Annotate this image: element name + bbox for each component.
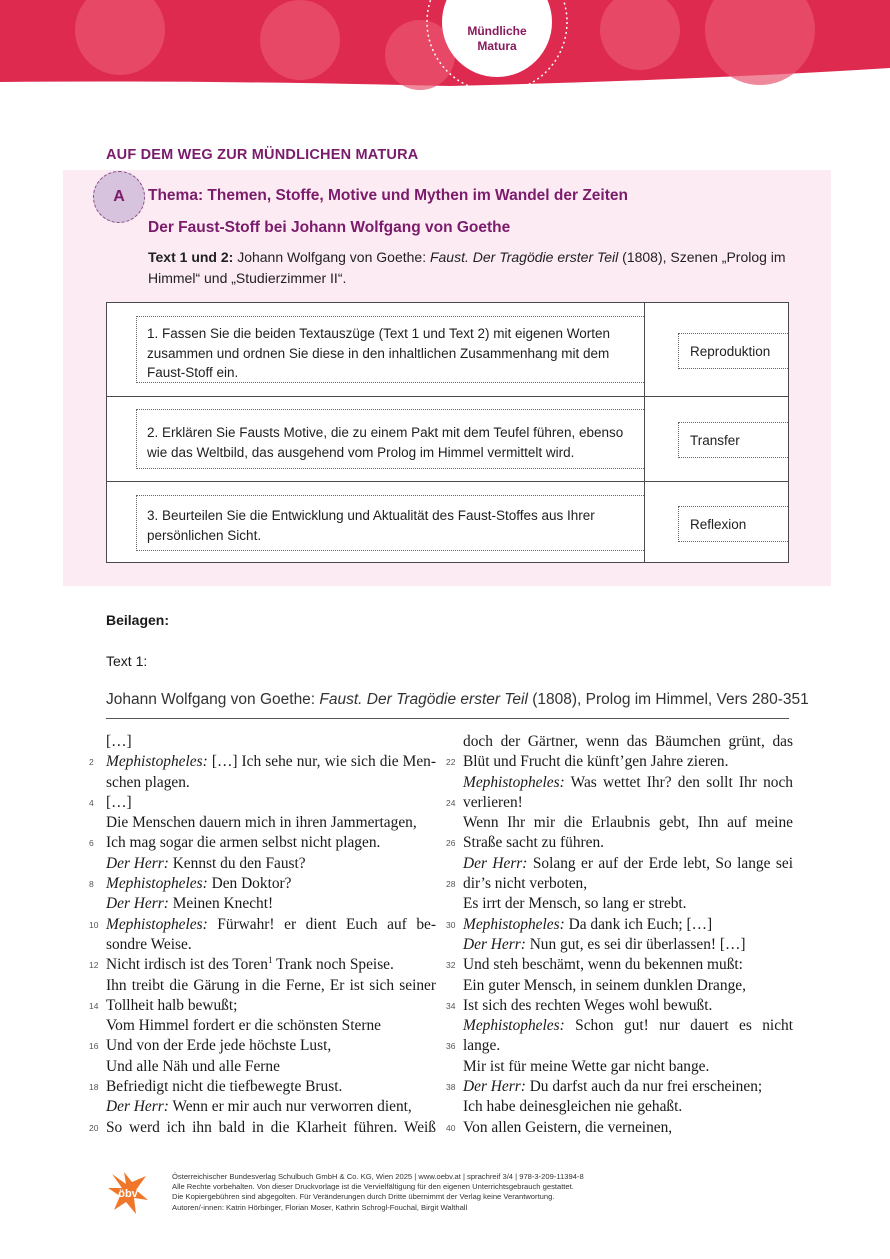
line-number: 22 [446,757,456,768]
line-number: 14 [89,1000,99,1011]
verse-line [463,854,793,874]
line-number: 38 [446,1082,456,1093]
verse-line [106,773,436,793]
verse-line [446,833,793,853]
text1-author: Johann Wolfgang von Goethe: [106,691,320,708]
verse-line [106,1097,436,1117]
module-subtitle: Der Faust-Stoff bei Johann Wolfgang von Goethe [148,219,511,236]
badge-line-1: Mündliche [467,24,527,38]
verse-line [446,955,793,975]
verse-text: Nicht irdisch ist des Toren [106,956,268,974]
text-reference-title: Faust. Der Tragödie erster Teil [429,249,619,265]
line-number: 34 [446,1000,456,1011]
verse-text: schen plagen. [106,773,190,791]
line-number: 4 [89,797,94,808]
line-number: 36 [446,1041,456,1052]
line-number: 8 [89,879,94,890]
verse-text: Ich mag sogar die armen selbst nicht plagen. [106,834,381,852]
line-number: 2 [89,757,94,768]
speaker-name: Der Herr: [463,1078,526,1096]
badge-line-2: Matura [477,39,517,53]
line-number: 40 [446,1122,456,1133]
verse-text: Meinen Knecht! [168,895,274,913]
verse-line [106,894,436,914]
line-number: 16 [89,1041,99,1052]
module-letter-badge: A [93,171,145,223]
line-number: 6 [89,838,94,849]
verse-line [89,793,436,813]
task-level: Reproduktion [678,333,788,369]
text1-rest: (1808), Prolog im Himmel, Vers 280-351 [527,691,809,708]
task-level: Reflexion [678,506,788,542]
verse-text: […] Ich sehe nur, wie sich die Men- [207,753,436,771]
task-level: Transfer [678,422,788,458]
verse-text: Da dank ich Euch; […] [564,915,713,933]
verse-line [89,955,436,975]
verse-line [446,752,793,772]
task-row [107,303,788,397]
verse-text: Ich habe deinesgleichen nie gehaßt. [463,1098,683,1116]
verse-line [106,976,436,996]
line-number: 30 [446,919,456,930]
verse-line [446,793,793,813]
verse-line [446,1077,793,1097]
speaker-name: Mephistopheles: [463,773,565,791]
footer-line: Die Kopiergebühren sind abgegolten. Für Veränderungen durch Dritte übernimmt der Verlag keine Verantwortung. [172,1192,555,1202]
verse-line [463,1057,793,1077]
verse-text: Fürwahr! er dient Euch auf be- [207,915,436,933]
line-number: 24 [446,797,456,808]
verse-text: Und steh beschämt, wenn du bekennen mußt: [463,956,743,974]
speaker-name: Mephistopheles: [463,1017,565,1035]
text-reference-label: Text 1 und 2: [148,249,234,265]
footer-imprint [172,1172,772,1213]
publisher-logo [106,1170,150,1216]
line-number: 20 [89,1122,99,1133]
footer-line: Österreichischer Bundesverlag Schulbuch GmbH & Co. KG, Wien 2025 | www.oebv.at | sprachreif 3/4 | 978-3-209-11394-8 [172,1172,584,1181]
verse-line [89,1077,436,1097]
verse-text: Kennst du den Faust? [168,854,306,872]
text-reference-author: Johann Wolfgang von Goethe: [233,249,430,265]
verse-line [463,813,793,833]
verse-line [463,732,793,752]
speaker-name: Mephistopheles: [106,753,208,771]
verse-line [106,1057,436,1077]
verse-text: sondre Weise. [106,935,192,953]
speaker-name: Der Herr: [106,895,169,913]
verse-text: Du darfst auch da nur frei erscheinen; [525,1078,763,1096]
verse-text: Solang er auf der Erde lebt, So lange sei [527,854,793,872]
verse-text: Schon gut! nur dauert es nicht [564,1017,793,1035]
text1-work: Faust. Der Tragödie erster Teil [319,691,528,708]
verse-text: Wenn Ihr mir die Erlaubnis gebt, Ihn auf meine [463,814,793,832]
verse-text: Straße sacht zu führen. [463,834,605,852]
speaker-name: Der Herr: [106,854,169,872]
verse-text: dir’s nicht verboten, [463,875,588,893]
verse-line [446,1036,793,1056]
verse-line [106,854,436,874]
verse-text: doch der Gärtner, wenn das Bäumchen grünt, das [463,733,793,750]
verse-text: lange. [463,1037,501,1055]
verse-text: Tollheit halb bewußt; [106,996,238,1014]
verse-line [463,1097,793,1117]
speaker-name: Mephistopheles: [106,875,208,893]
verse-line [89,915,436,935]
line-number: 10 [89,919,99,930]
task-table [106,302,789,563]
verse-text: Den Doktor? [207,875,292,893]
text1-label: Text 1: [106,653,148,669]
header-band [0,0,890,90]
publisher-logo-text: öbv [118,1188,138,1200]
line-number: 12 [89,960,99,971]
verse-line [446,1118,793,1138]
verse-text: Wenn er mir auch nur verworren dient, [168,1098,412,1116]
footnote-mark: 1 [267,955,273,966]
verse-text: verlieren! [463,793,523,811]
verse-text: Und alle Näh und alle Ferne [106,1057,280,1075]
verse-text: So werd ich ihn bald in die Klarheit führen. Weiß [106,1118,436,1136]
verse-line [446,915,793,935]
speaker-name: Der Herr: [463,935,526,953]
verse-text: Trank noch Speise. [272,956,394,974]
footer-line: Alle Rechte vorbehalten. Von dieser Druckvorlage ist die Vervielfältigung für den eigenen Unterrichtsgebrauch gestattet. [172,1182,574,1192]
verse-text: Die Menschen dauern mich in ihren Jammertagen, [106,814,417,832]
verse-text: Von allen Geistern, die verneinen, [463,1118,673,1136]
task-text: 2. Erklären Sie Fausts Motive, die zu einem Pakt mit dem Teufel führen, ebenso wie das Weltbild, das ausgehend vom Prolog im Himmel vermittelt wird. [136,409,644,469]
speaker-name: Mephistopheles: [463,915,565,933]
line-number: 32 [446,960,456,971]
verse-line [463,894,793,914]
verse-line [89,874,436,894]
line-number: 18 [89,1082,99,1093]
verse-text: Mir ist für meine Wette gar nicht bange. [463,1057,710,1075]
verse-text: Was wettet Ihr? den sollt Ihr noch [564,773,793,791]
verse-line [89,996,436,1016]
verse-text: Blüt und Frucht die künft’gen Jahre zieren. [463,753,729,771]
task-row [107,482,788,562]
text-reference-rest: (1808), Szenen „Prolog im Himmel“ und „Studierzimmer II“. [148,249,786,286]
verse-text: Ein guter Mensch, in seinem dunklen Drange, [463,976,746,994]
verse-text: Ihn treibt die Gärung in die Ferne, Er ist sich seiner [106,976,436,994]
module-theme: Thema: Themen, Stoffe, Motive und Mythen im Wandel der Zeiten [148,187,628,204]
verse-line [106,813,436,833]
speaker-name: Der Herr: [106,1098,169,1116]
verse-line [106,935,436,955]
verse-text: Ist sich des rechten Weges wohl bewußt. [463,996,713,1014]
verse-line [446,996,793,1016]
footer-line: Autoren/-innen: Katrin Hörbinger, Florian Moser, Kathrin Schrogl-Fouchal, Birgit Walthall [172,1202,468,1212]
verse-line [463,773,793,793]
verse-line [463,935,793,955]
verse-line [463,976,793,996]
verse-line [89,1118,436,1138]
verse-line [463,1016,793,1036]
verse-text: […] [106,733,132,750]
verse-line [106,732,436,752]
text1-title [106,691,809,709]
verse-line [106,1016,436,1036]
task-text: 1. Fassen Sie die beiden Textauszüge (Text 1 und Text 2) mit eigenen Worten zusammen und ordnen Sie diese in den inhaltlichen Zusammenhang mit dem Faust-Stoff ein. [136,316,644,383]
line-number: 28 [446,879,456,890]
verse-text: Es irrt der Mensch, so lang er strebt. [463,895,687,913]
text-reference [148,247,788,289]
task-text: 3. Beurteilen Sie die Entwicklung und Aktualität des Faust-Stoffes aus Ihrer persönlichen Sicht. [136,495,644,551]
speaker-name: Der Herr: [463,854,528,872]
verse-text: Befriedigt nicht die tiefbewegte Brust. [106,1078,343,1096]
verse-line [446,874,793,894]
verse-text: Und von der Erde jede höchste Lust, [106,1037,332,1055]
section-heading: AUF DEM WEG ZUR MÜNDLICHEN MATURA [106,147,419,163]
matura-badge [443,0,551,78]
poem-column-right [446,732,793,1138]
title-rule [106,718,789,719]
poem-column-left [89,732,436,1138]
verse-text: Vom Himmel fordert er die schönsten Sterne [106,1017,381,1035]
verse-text: Nun gut, es sei dir überlassen! […] [525,935,746,953]
attachments-heading: Beilagen: [106,612,170,628]
speaker-name: Mephistopheles: [106,915,208,933]
verse-text: […] [106,793,132,811]
verse-line [89,1036,436,1056]
verse-line [89,752,436,772]
line-number: 26 [446,838,456,849]
verse-line [89,833,436,853]
task-row [107,396,788,482]
